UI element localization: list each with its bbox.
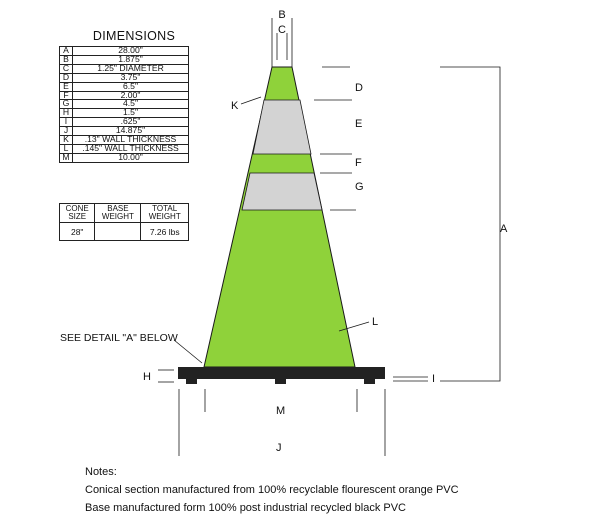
dimension-key: C (60, 64, 73, 73)
base-foot-left (186, 379, 197, 384)
dimension-value: 10.00" (73, 153, 189, 162)
weights-header-cone-size: CONE SIZE (60, 204, 95, 223)
label-b: B (278, 9, 286, 21)
dimension-key: E (60, 82, 73, 91)
dimension-line-j (179, 389, 385, 456)
dimension-value: 28.00" (73, 47, 189, 56)
dimension-key: L (60, 144, 73, 153)
dimension-line-i (393, 377, 428, 381)
reflective-band-lower (242, 173, 322, 210)
dimension-key: A (60, 47, 73, 56)
dimension-value: 6.5" (73, 82, 189, 91)
label-c: C (278, 24, 286, 36)
dimension-line-a (440, 67, 500, 381)
dimension-key: K (60, 136, 73, 145)
cone-base (178, 367, 385, 379)
base-foot-center (275, 379, 286, 384)
notes-line: Conical section manufactured from 100% recyclable flourescent orange PVC (85, 484, 459, 496)
dimension-value: 14.875" (73, 127, 189, 136)
label-a: A (500, 223, 508, 235)
dimension-key: G (60, 100, 73, 109)
notes (85, 463, 459, 517)
label-m: M (276, 405, 286, 417)
dimension-key: D (60, 73, 73, 82)
label-g: G (355, 181, 364, 193)
dimension-value: 4.5" (73, 100, 189, 109)
dimension-key: J (60, 127, 73, 136)
label-j: J (276, 442, 282, 454)
dimension-key: B (60, 55, 73, 64)
weights-total-weight: 7.26 lbs (141, 223, 189, 241)
dimension-value: .625" (73, 118, 189, 127)
dimension-line-h (158, 370, 174, 382)
dimension-value: 1.25" DIAMETER (73, 64, 189, 73)
reflective-band-upper (253, 100, 311, 154)
dimension-value: 3.75" (73, 73, 189, 82)
dimension-value: 1.875" (73, 55, 189, 64)
label-l: L (372, 316, 379, 328)
notes-line: Base manufactured form 100% post industrial recycled black PVC (85, 502, 406, 514)
weights-header-base-weight: BASE WEIGHT (95, 204, 141, 223)
dimension-lines-right (314, 67, 356, 210)
dimension-value: 1.5" (73, 109, 189, 118)
label-k: K (231, 100, 239, 112)
label-e: E (355, 118, 363, 130)
detail-note: SEE DETAIL "A" BELOW (60, 332, 178, 344)
weights-cone-size: 28" (60, 223, 95, 241)
label-h: H (143, 371, 151, 383)
dimension-key: H (60, 109, 73, 118)
dimension-key: I (60, 118, 73, 127)
dimension-row (60, 153, 189, 162)
weights-base-weight (95, 223, 141, 241)
dimension-value: 2.00" (73, 91, 189, 100)
dimension-value: .13" WALL THICKNESS (73, 136, 189, 145)
label-f: F (355, 157, 362, 169)
label-d: D (355, 82, 363, 94)
base-foot-right (364, 379, 375, 384)
dimension-key: F (60, 91, 73, 100)
weights-table (59, 203, 189, 241)
dimension-key: M (60, 153, 73, 162)
dimension-value: .145" WALL THICKNESS (73, 144, 189, 153)
notes-title: Notes: (85, 466, 117, 478)
label-i: I (432, 373, 436, 385)
dimensions-table (59, 46, 189, 163)
dimensions-title: DIMENSIONS (92, 29, 176, 43)
weights-header-total-weight: TOTAL WEIGHT (141, 204, 189, 223)
